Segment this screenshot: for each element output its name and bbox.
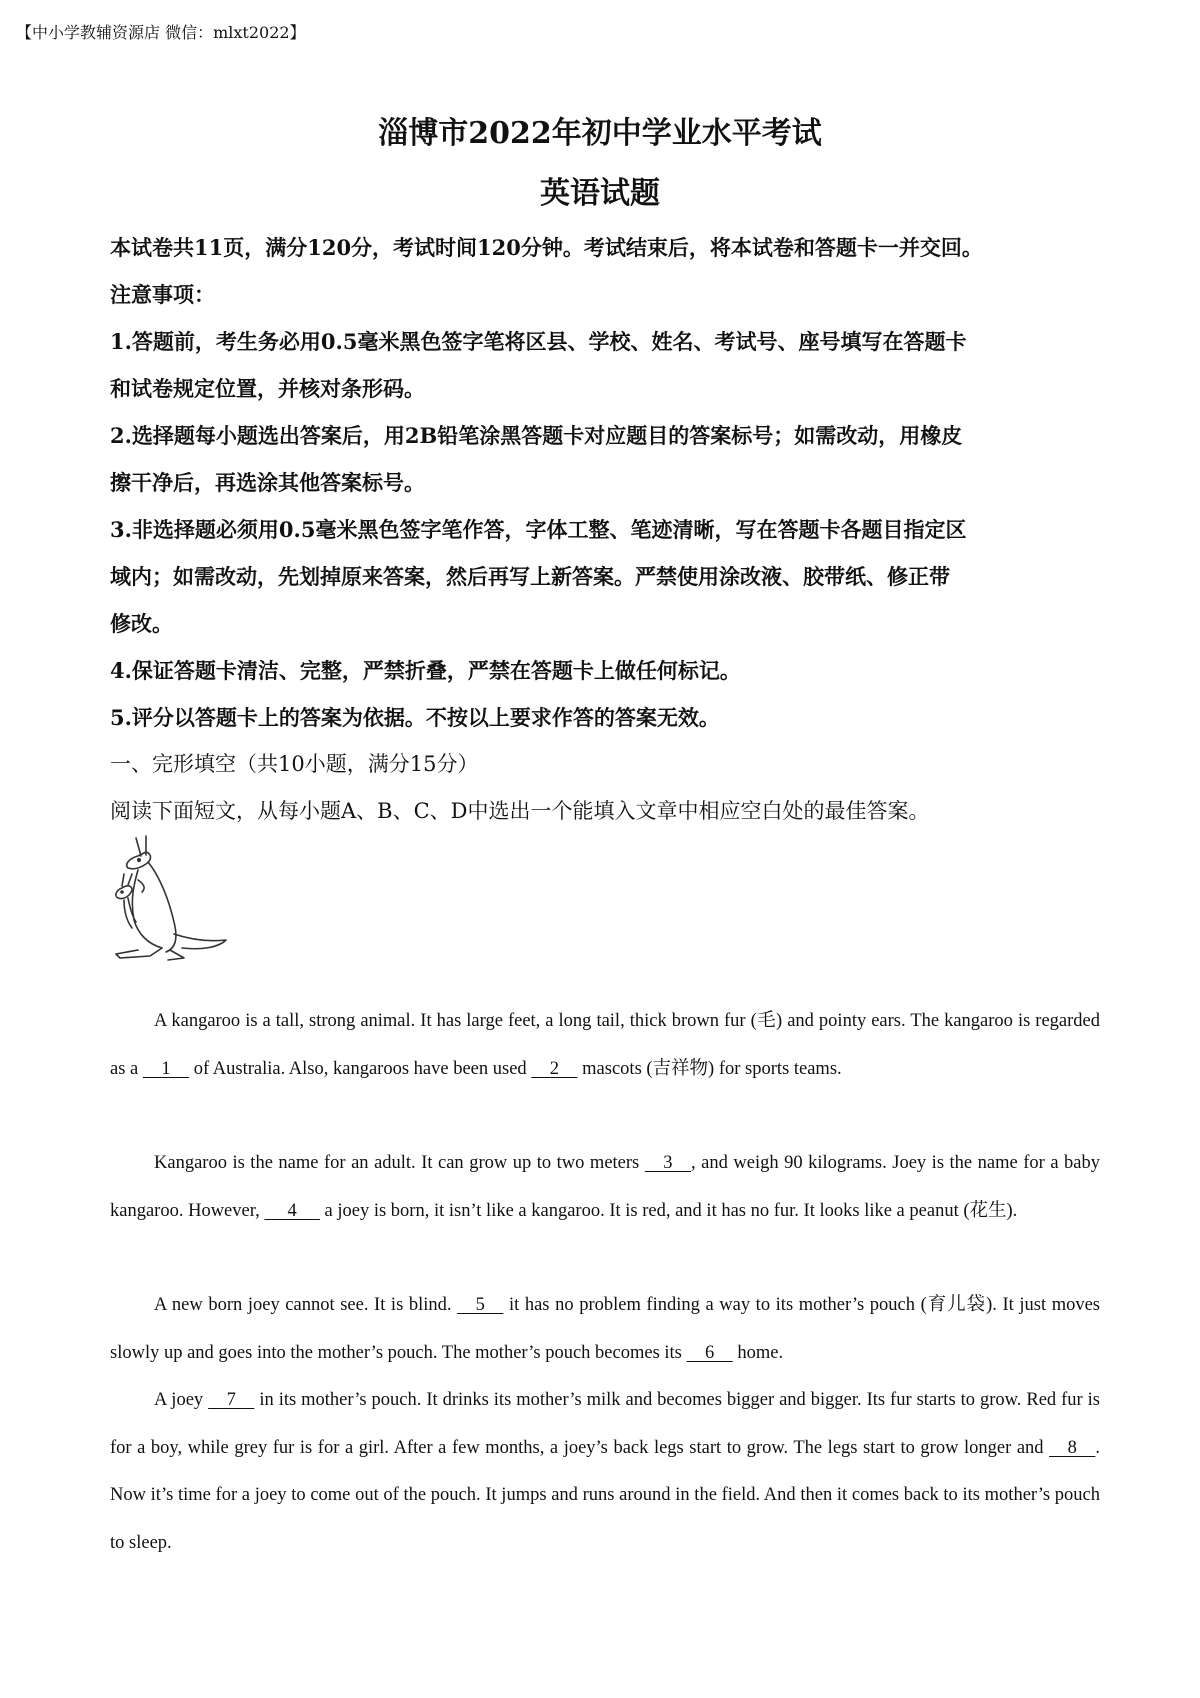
passage-paragraph-2 [110, 1140, 1100, 1235]
notice-line: 3.非选择题必须用0.5毫米黑色签字笔作答，字体工整、笔迹清晰，写在答题卡各题目指定区 [110, 517, 967, 542]
notice-line: 修改。 [110, 611, 173, 636]
kangaroo-illustration [108, 830, 234, 966]
blank-2: 2 [531, 1058, 578, 1079]
passage-text: Kangaroo is the name for an adult. It can grow up to two meters [154, 1153, 645, 1173]
notice-line: 域内；如需改动，先划掉原来答案，然后再写上新答案。严禁使用涂改液、胶带纸、修正带 [110, 564, 950, 589]
blank-4: 4 [264, 1200, 320, 1221]
passage-paragraph-3 [110, 1282, 1100, 1377]
passage-text: home. [732, 1342, 784, 1363]
section-instruction: 阅读下面短文，从每小题A、B、C、D中选出一个能填入文章中相应空白处的最佳答案。 [110, 799, 930, 823]
passage-text: a joey is born, it isn’t like a kangaroo. It is red, and it has no fur. It looks like a peanut (花生). [319, 1200, 1018, 1221]
blank-8: 8 [1049, 1437, 1096, 1458]
passage-text: A kangaroo is a tall, strong animal. It has large feet, a long tail, thick brown fur (毛) and pointy ears. The kangaroo is regarded as a [110, 1011, 1100, 1079]
notice-line: 4.保证答题卡清洁、完整，严禁折叠，严禁在答题卡上做任何标记。 [110, 658, 741, 683]
notice-line: 和试卷规定位置，并核对条形码。 [110, 376, 425, 401]
passage-text: . Now it’s time for a joey to come out of the pouch. It jumps and runs around in the field. And then it comes back to its mother’s pouch to sleep. [110, 1437, 1100, 1553]
passage-text: A joey [154, 1390, 209, 1410]
notice-label: 注意事项： [110, 282, 215, 307]
passage-paragraph-4 [110, 1377, 1100, 1567]
passage-text: in its mother’s pouch. It drinks its mother’s milk and becomes bigger and bigger. Its fur starts to grow. Red fur is for a boy, while grey fur is for a girl. After a few months, a joey’s back legs start to grow. The legs start to grow longer and [110, 1390, 1100, 1458]
intro-text: 本试卷共11页，满分120分，考试时间120分钟。考试结束后，将本试卷和答题卡一并交回。 [110, 235, 983, 260]
notice-line: 2.选择题每小题选出答案后，用2B铅笔涂黑答题卡对应题目的答案标号；如需改动，用橡皮 [110, 423, 963, 448]
blank-7: 7 [208, 1390, 255, 1410]
passage-paragraph-1 [110, 998, 1100, 1093]
passage-text: it has no problem finding a way to its mother’s pouch (育儿袋). It just moves slowly up and goes into the mother’s pouch. The mother’s pouch becomes its [110, 1295, 1100, 1363]
notice-line: 5.评分以答题卡上的答案为依据。不按以上要求作答的答案无效。 [110, 705, 720, 730]
notice-line: 1.答题前，考生务必用0.5毫米黑色签字笔将区县、学校、姓名、考试号、座号填写在答题卡 [110, 329, 967, 354]
exam-subtitle: 英语试题 [540, 176, 660, 211]
passage-text: mascots (吉祥物) for sports teams. [577, 1058, 842, 1079]
exam-title: 淄博市2022年初中学业水平考试 [378, 116, 822, 151]
source-tag: 【中小学教辅资源店 微信：mlxt2022】 [16, 23, 306, 42]
passage-text: of Australia. Also, kangaroos have been used [189, 1058, 532, 1079]
blank-1: 1 [142, 1058, 190, 1079]
passage-text: , and weigh 90 kilograms. Joey is the name for a baby kangaroo. However, [110, 1153, 1101, 1221]
passage-text: A new born joey cannot see. It is blind. [154, 1295, 458, 1315]
section-heading: 一、完形填空（共10小题，满分15分） [110, 752, 479, 776]
blank-5: 5 [457, 1295, 504, 1315]
blank-3: 3 [644, 1153, 692, 1173]
blank-6: 6 [686, 1342, 733, 1363]
notice-line: 擦干净后，再选涂其他答案标号。 [110, 470, 425, 495]
